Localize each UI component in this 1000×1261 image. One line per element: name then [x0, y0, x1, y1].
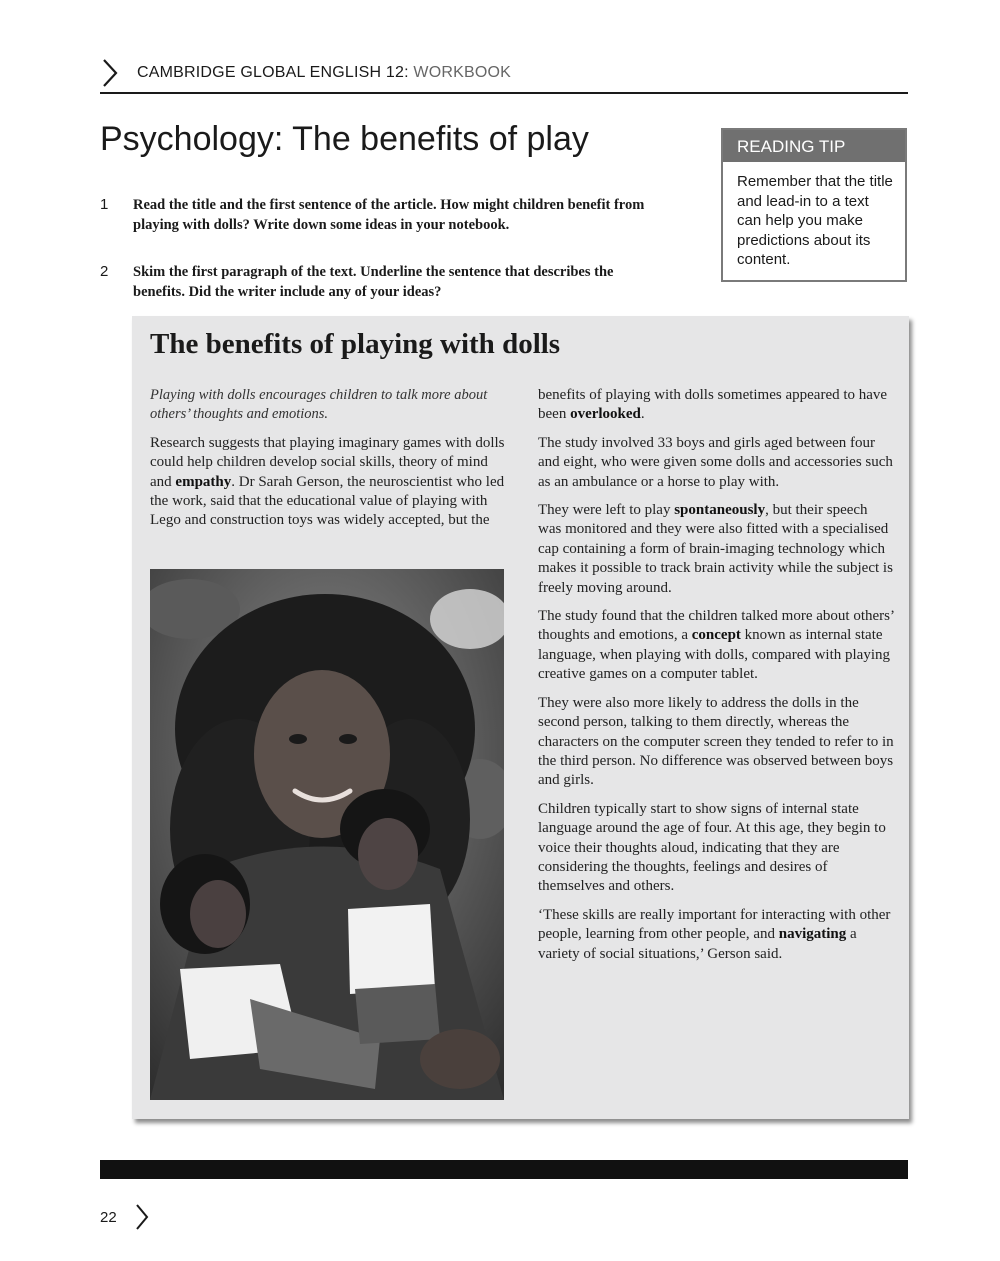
reading-tip-body: Remember that the title and lead-in to a text can help you make predictions about its content. — [737, 173, 893, 268]
article-paragraph: ‘These skills are really important for interacting with other people, learning from other people, and navigating a variety of social situations,’ Gerson said. — [538, 906, 891, 962]
article-right-column — [538, 386, 894, 973]
article-paragraph: They were also more likely to address the dolls in the second person, talking to them directly, whereas the characters on the computer screen they tended to refer to in the third person. No difference was observed between boys and girls. — [538, 694, 894, 789]
key-word: empathy — [175, 473, 232, 490]
article-left-column — [150, 386, 506, 540]
reading-tip-box — [721, 128, 907, 282]
article-title: The benefits of playing with dolls — [150, 328, 561, 360]
series-sub: WORKBOOK — [413, 64, 512, 81]
question-1 — [100, 195, 660, 235]
article-paragraph: The study found that the children talked more about others’ thoughts and emotions, a concept known as internal state language, when playing with dolls, compared with playing creative games on a computer tablet. — [538, 608, 894, 683]
article-panel — [132, 316, 909, 1119]
article-photo-girl-with-dolls — [150, 569, 504, 1100]
article-paragraph: Research suggests that playing imaginary games with dolls could help children develop social skills, theory of mind and empathy. Dr Sarah Gerson, the neuroscientist who led the work, said that the educational value of playing with Lego and construction toys was widely accepted, but the — [150, 434, 505, 529]
key-word: overlooked — [570, 406, 641, 423]
question-2 — [100, 262, 660, 302]
article-standfirst: Playing with dolls encourages children to talk more about others’ thoughts and emotions. — [150, 387, 488, 423]
page-title: Psychology: The benefits of play — [100, 120, 589, 158]
page-number: 22 — [100, 1209, 117, 1226]
key-word: navigating — [778, 926, 847, 943]
series-main: CAMBRIDGE GLOBAL ENGLISH 12: — [137, 64, 414, 81]
question-number: 2 — [100, 263, 109, 280]
question-text: Skim the first paragraph of the text. Underline the sentence that describes the benefits. Did the writer include any of your ideas? — [133, 264, 614, 300]
article-paragraph: benefits of playing with dolls sometimes appeared to have been overlooked. — [538, 387, 888, 423]
chevron-right-icon — [100, 58, 120, 88]
book-series-title — [137, 64, 511, 82]
footer-bar — [100, 1160, 908, 1179]
chevron-right-icon — [134, 1203, 150, 1231]
article-paragraph: Children typically start to show signs of internal state language around the age of four. At this age, they begin to voice their thoughts aloud, indicating that they are considering the thoughts, feelings and desires of themselves and others. — [538, 800, 886, 895]
key-word: concept — [691, 627, 741, 644]
question-number: 1 — [100, 196, 109, 213]
reading-tip-heading: READING TIP — [723, 130, 905, 162]
question-text: Read the title and the first sentence of the article. How might children benefit from playing with dolls? Write down some ideas in your notebook. — [133, 197, 645, 233]
article-paragraph: They were left to play spontaneously, but their speech was monitored and they were also fitted with a specialised cap containing a form of brain-imaging technology which makes it possible to track brain activity while the subject is freely moving around. — [538, 502, 893, 596]
article-paragraph: The study involved 33 boys and girls aged between four and eight, who were given some dolls and accessories such as an ambulance or a horse to play with. — [538, 434, 893, 490]
key-word: spontaneously — [674, 502, 766, 519]
running-header — [100, 56, 908, 94]
photo-illustration — [150, 569, 504, 1100]
